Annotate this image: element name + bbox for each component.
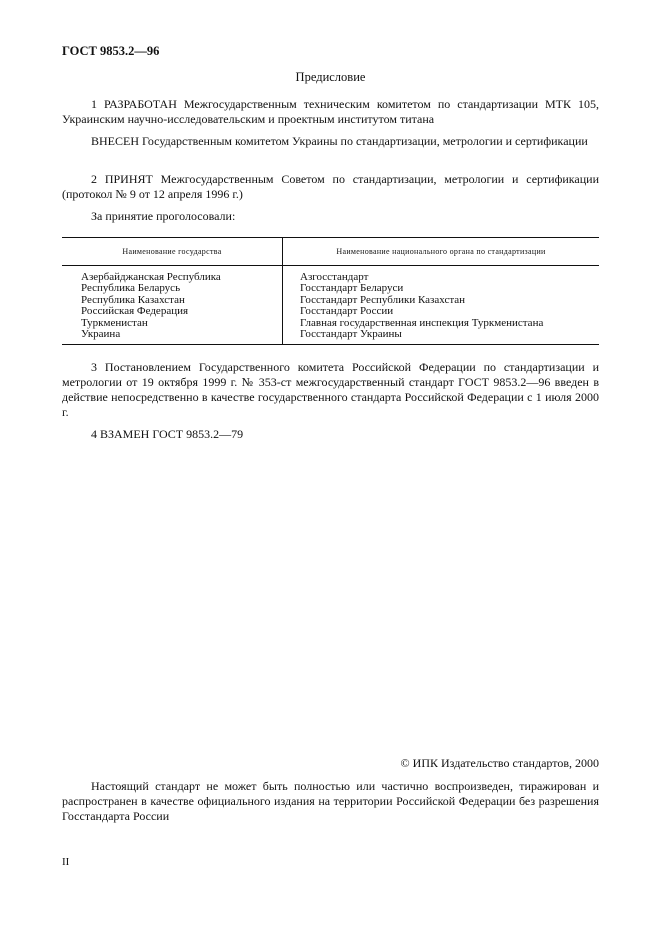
state-name: Российская Федерация [81,305,189,318]
table-header-row [62,238,599,266]
state-name: Республика Беларусь [81,282,181,295]
state-name: Азербайджанская Республика [81,271,221,283]
voting-table [62,237,599,345]
page-number: II [62,856,70,868]
table-body-row [62,266,599,345]
national-body-name: Госстандарт России [300,305,394,318]
item-adopted: 2 ПРИНЯТ Межгосударственным Советом по стандартизации, метрологии и сертификации (протокол № 9 от 12 апреля 1996 г.) [62,172,599,201]
preface-heading: Предисловие [295,70,366,84]
national-body-name: Госстандарт Беларуси [300,282,404,295]
document-header: ГОСТ 9853.2—96 [62,44,160,58]
item-replaces: 4 ВЗАМЕН ГОСТ 9853.2—79 [91,427,244,441]
state-name: Украина [81,328,121,341]
column-header-state: Наименование государства [62,238,283,266]
column-header-national-body: Наименование национального органа по стандартизации [283,238,600,266]
national-bodies-cell [283,266,600,345]
national-body-name: Госстандарт Республики Казахстан [300,293,466,306]
item-developed: 1 РАЗРАБОТАН Межгосударственным техническим комитетом по стандартизации МТК 105, Украинским научно-исследовательским и проектным институтом титана [62,97,599,126]
voted-intro: За принятие проголосовали: [91,209,236,223]
national-body-name: Главная государственная инспекция Туркменистана [300,316,544,329]
copyright-notice: © ИПК Издательство стандартов, 2000 [400,756,599,770]
item-introduced: ВНЕСЕН Государственным комитетом Украины по стандартизации, метрологии и сертификации [91,134,588,148]
item-enacted: 3 Постановлением Государственного комитета Российской Федерации по стандартизации и метрологии от 19 октября 1999 г. № 353-ст межгосударственный стандарт ГОСТ 9853.2—96 введен в действие непосредственно в качестве государственного стандарта Российской Федерации с 1 июля 2000 г. [62,360,599,419]
national-body-name: Госстандарт Украины [300,328,402,341]
state-name: Туркменистан [81,316,148,329]
reproduction-notice: Настоящий стандарт не может быть полностью или частично воспроизведен, тиражирован и распространен в качестве официального издания на территории Российской Федерации без разрешения Госстандарта России [62,779,599,823]
national-body-name: Азгосстандарт [300,271,369,283]
state-name: Республика Казахстан [81,293,185,306]
states-cell [62,266,283,345]
